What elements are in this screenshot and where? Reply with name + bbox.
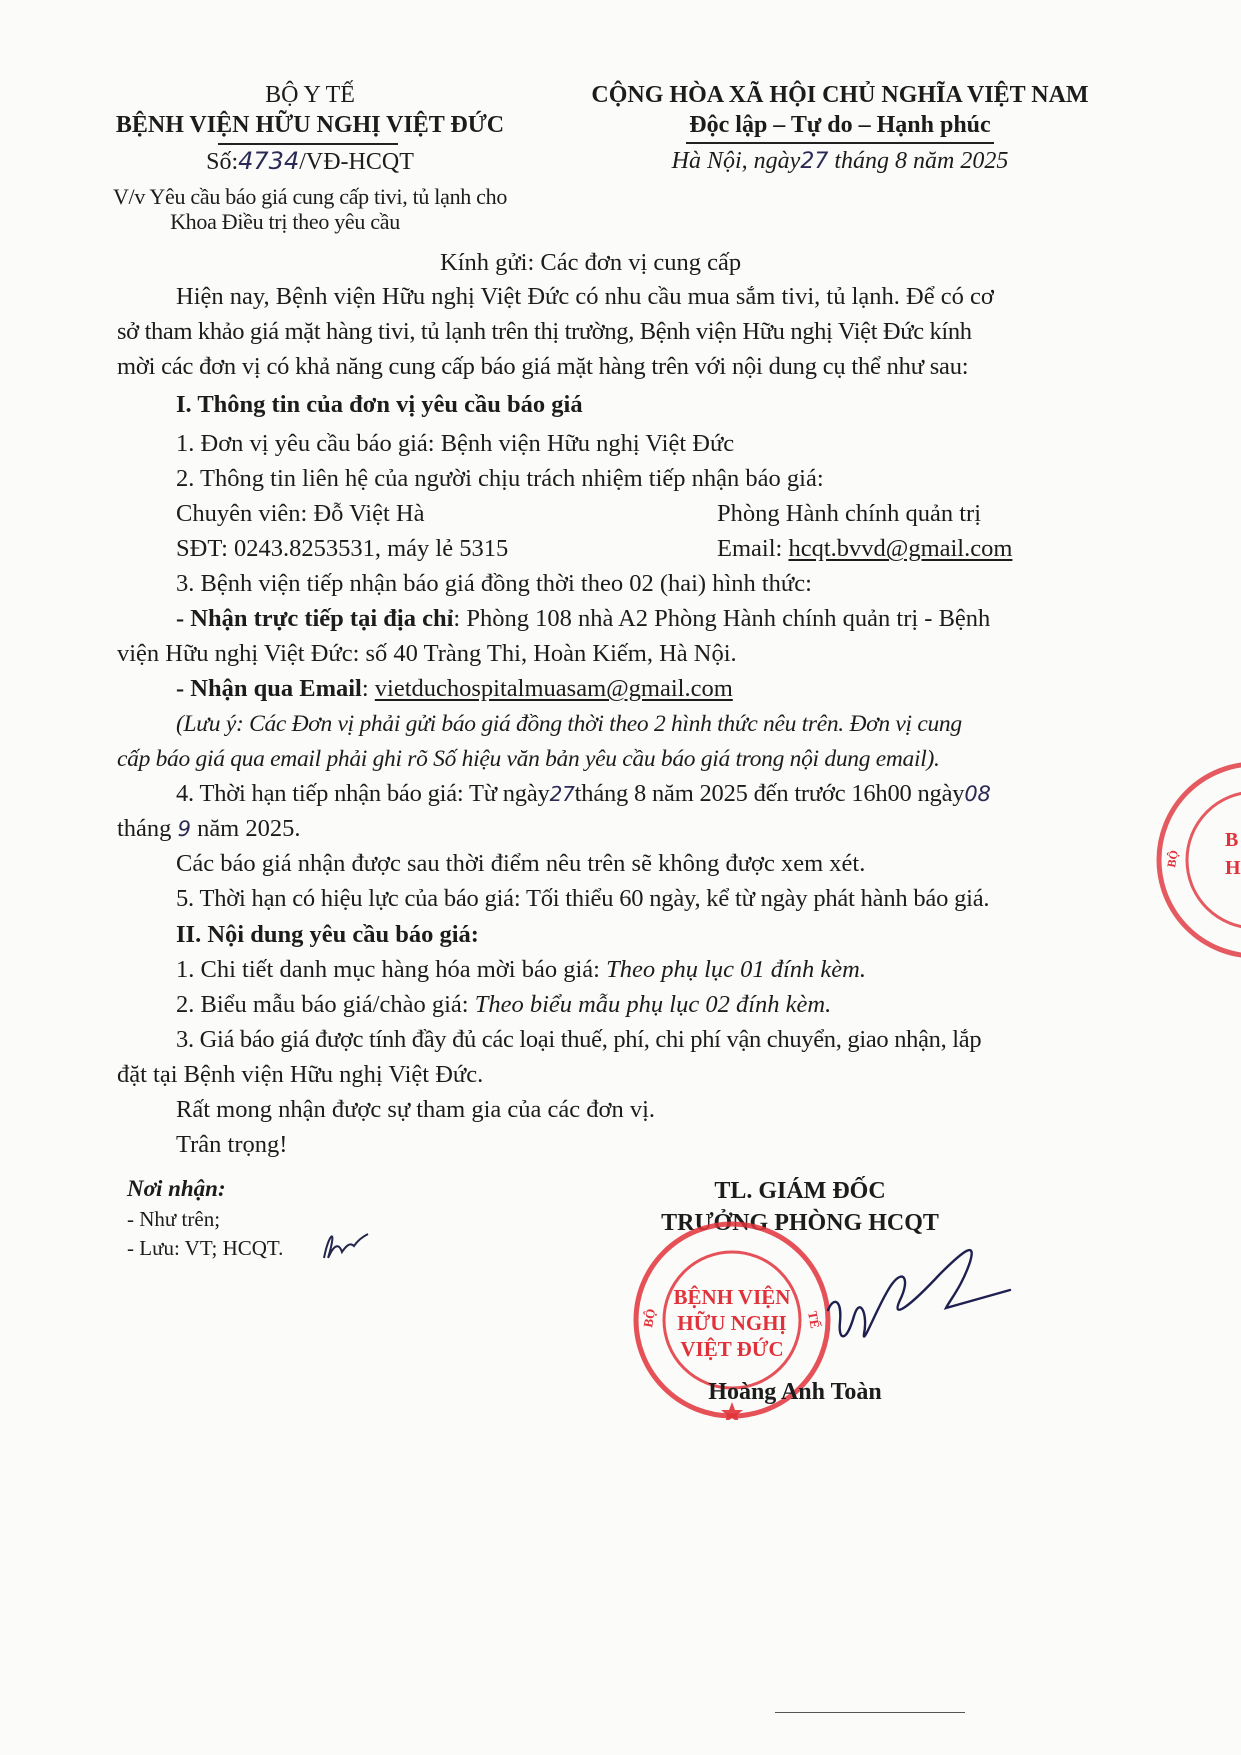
- section-2-title: II. Nội dung yêu cầu báo giá:: [176, 921, 479, 948]
- contact-email-link[interactable]: hcqt.bvvd@gmail.com: [788, 535, 1013, 562]
- stamp-side-left: BỘ: [640, 1307, 659, 1329]
- item-4-text-d: năm 2025.: [197, 815, 301, 842]
- email-submission-colon: :: [361, 675, 375, 702]
- signature-scribble: [820, 1240, 1020, 1370]
- section-2-item-2: [176, 990, 831, 1020]
- ministry-name: BỘ Y TẾ: [265, 82, 355, 108]
- note-line-1: (Lưu ý: Các Đơn vị phải gửi báo giá đồng thời theo 2 hình thức nêu trên. Đơn vị cung: [176, 711, 962, 737]
- section-1-item-2: 2. Thông tin liên hệ của người chịu trách nhiệm tiếp nhận báo giá:: [176, 465, 824, 492]
- section-2-item-1: [176, 955, 866, 985]
- national-motto: Độc lập – Tự do – Hạnh phúc: [689, 112, 991, 138]
- motto-underline: [686, 142, 994, 144]
- date-suffix: tháng 8 năm 2025: [834, 148, 1009, 174]
- doc-no-handwritten: 4734: [238, 147, 300, 175]
- section-2-item-3-line-1: 3. Giá báo giá được tính đầy đủ các loại thuế, phí, chi phí vận chuyển, giao nhận, lắp: [176, 1026, 982, 1053]
- intro-line-3: mời các đơn vị có khả năng cung cấp báo giá mặt hàng trên với nội dung cụ thể như sau:: [117, 353, 969, 380]
- item-4-text-c: tháng: [117, 815, 172, 842]
- item-4-text-b: tháng 8 năm 2025 đến trước 16h00 ngày: [574, 780, 965, 807]
- section-2-item-2-text: 2. Biểu mẫu báo giá/chào giá:: [176, 991, 475, 1018]
- stamp-side-right: TẾ: [805, 1309, 823, 1330]
- section-1-item-4: [176, 779, 991, 809]
- document-number: [130, 146, 490, 177]
- hospital-underline: [218, 143, 398, 145]
- recipients-title: Nơi nhận:: [127, 1176, 226, 1201]
- direct-submission: [176, 604, 990, 634]
- direct-submission-label: - Nhận trực tiếp tại địa chỉ: [176, 605, 454, 632]
- section-2-item-1-italic: Theo phụ lục 01 đính kèm.: [606, 956, 866, 983]
- item-4-day-2-handwritten: 08: [964, 782, 991, 806]
- date-day-handwritten: 27: [800, 149, 829, 174]
- item-4-day-1-handwritten: 27: [549, 782, 575, 806]
- subject-line-1: V/v Yêu cầu báo giá cung cấp tivi, tủ lạnh cho: [112, 184, 508, 209]
- section-1-item-4-line-2: [117, 814, 301, 844]
- item-4-text-a: 4. Thời hạn tiếp nhận báo giá: Từ ngày: [176, 780, 550, 807]
- direct-submission-text: : Phòng 108 nhà A2 Phòng Hành chính quản trị - Bệnh: [453, 605, 991, 632]
- recipients-line-1: - Như trên;: [127, 1207, 221, 1231]
- note-line-2: cấp báo giá qua email phải ghi rõ Số hiệu văn bản yêu cầu báo giá trong nội dung email).: [117, 746, 940, 772]
- section-1-item-5: 5. Thời hạn có hiệu lực của báo giá: Tối thiểu 60 ngày, kể từ ngày phát hành báo giá.: [176, 885, 990, 912]
- section-2-item-3-line-2: đặt tại Bệnh viện Hữu nghị Việt Đức.: [117, 1061, 484, 1088]
- signer-name: Hoàng Anh Toàn: [708, 1379, 882, 1405]
- email-submission-label: - Nhận qua Email: [176, 675, 362, 702]
- signature-title-1: TL. GIÁM ĐỐC: [714, 1178, 886, 1204]
- email-submission-link[interactable]: vietduchospitalmuasam@gmail.com: [374, 675, 733, 702]
- contact-department: Phòng Hành chính quản trị: [717, 500, 982, 527]
- document-date: [640, 146, 1040, 177]
- country-name: CỘNG HÒA XÃ HỘI CHỦ NGHĨA VIỆT NAM: [591, 82, 1089, 108]
- closing-line-2: Trân trọng!: [176, 1131, 288, 1158]
- intro-line-1: Hiện nay, Bệnh viện Hữu nghị Việt Đức có nhu cầu mua sắm tivi, tủ lạnh. Để có cơ: [176, 283, 994, 310]
- section-1-item-3: 3. Bệnh viện tiếp nhận báo giá đồng thời theo 02 (hai) hình thức:: [176, 570, 812, 597]
- stamp-line-2: HỮU NGHỊ: [677, 1311, 787, 1335]
- section-1-item-1: 1. Đơn vị yêu cầu báo giá: Bệnh viện Hữu nghị Việt Đức: [176, 430, 735, 457]
- section-2-item-2-italic: Theo biểu mẫu phụ lục 02 đính kèm.: [474, 991, 832, 1018]
- intro-line-2: sở tham khảo giá mặt hàng tivi, tủ lạnh trên thị trường, Bệnh viện Hữu nghị Việt Đức kính: [117, 318, 972, 345]
- direct-submission-line-2: viện Hữu nghị Việt Đức: số 40 Tràng Thi, Hoàn Kiếm, Hà Nội.: [117, 640, 737, 667]
- email-submission: [176, 674, 733, 704]
- contact-phone: SĐT: 0243.8253531, máy lẻ 5315: [176, 535, 509, 562]
- section-1-title: I. Thông tin của đơn vị yêu cầu báo giá: [176, 391, 583, 418]
- signature-title-2: TRƯỞNG PHÒNG HCQT: [661, 1210, 939, 1236]
- late-submission-note: Các báo giá nhận được sau thời điểm nêu trên sẽ không được xem xét.: [176, 850, 866, 877]
- doc-no-prefix: Số:: [206, 149, 239, 175]
- hospital-name: BỆNH VIỆN HỮU NGHỊ VIỆT ĐỨC: [115, 112, 505, 138]
- item-4-month-handwritten: 9: [177, 817, 191, 841]
- contact-specialist: Chuyên viên: Đỗ Việt Hà: [176, 500, 425, 527]
- edge-stamp: [1155, 760, 1241, 960]
- section-2-item-1-text: 1. Chi tiết danh mục hàng hóa mời báo giá:: [176, 956, 607, 983]
- doc-no-suffix: /VĐ-HCQT: [299, 149, 414, 175]
- edge-stamp-side: BỘ: [1164, 849, 1181, 869]
- contact-email-label: Email:: [717, 535, 789, 562]
- initials-scribble: [320, 1228, 370, 1264]
- contact-email: [717, 534, 1012, 564]
- recipients-line-2: - Lưu: VT; HCQT.: [127, 1236, 284, 1260]
- closing-line-1: Rất mong nhận được sự tham gia của các đơn vị.: [176, 1096, 656, 1123]
- stamp-line-3: VIỆT ĐỨC: [680, 1337, 784, 1361]
- date-prefix: Hà Nội, ngày: [671, 148, 801, 174]
- edge-stamp-char-2: H: [1225, 857, 1241, 879]
- edge-stamp-char-1: B: [1225, 829, 1239, 851]
- subject-line-2: Khoa Điều trị theo yêu cầu: [170, 209, 400, 234]
- stamp-line-1: BỆNH VIỆN: [673, 1285, 791, 1309]
- greeting: Kính gửi: Các đơn vị cung cấp: [440, 249, 742, 276]
- footer-rule: [775, 1712, 965, 1713]
